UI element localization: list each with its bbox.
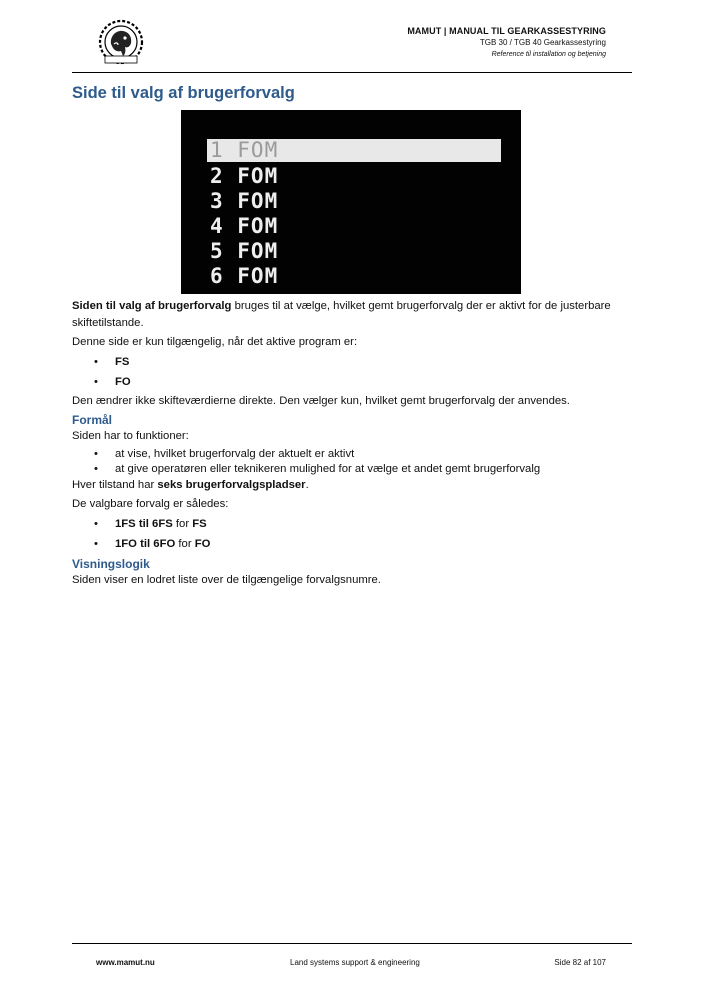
options-lead: De valgbare forvalg er således: — [72, 498, 229, 510]
footer-divider — [72, 943, 632, 944]
footer-center: Land systems support & engineering — [290, 958, 420, 967]
page-title: Side til valg af brugerforvalg — [72, 84, 295, 102]
availability-text: Denne side er kun tilgængelig, når det aktive program er: — [72, 336, 358, 348]
screen-row: 4 FOM — [210, 214, 279, 238]
screen-row: 3 FOM — [210, 189, 279, 213]
program-list — [72, 353, 632, 392]
list-item: • at vise, hvilket brugerforvalg der aktuelt er aktivt — [94, 448, 355, 460]
intro-text: bruges til at vælge, hvilket gemt brugerforvalg der er aktivt for de justerbare skiftetilstande. — [72, 300, 611, 329]
slots-text: Hver tilstand har seks brugerforvalgspladser. — [72, 479, 309, 491]
list-item: • FO — [94, 376, 131, 388]
list-item: • 1FS til 6FS for FS — [94, 518, 207, 530]
display-logic-heading: Visningslogik — [72, 557, 150, 571]
list-item: • at give operatøren eller teknikeren mulighed for at vælge et andet gemt brugerforvalg — [94, 463, 541, 475]
purpose-heading: Formål — [72, 413, 113, 427]
screen-row: 5 FOM — [210, 239, 279, 263]
note-text: Den ændrer ikke skifteværdierne direkte. Den vælger kun, hvilket gemt brugerforvalg der anvendes. — [72, 395, 570, 407]
website-link[interactable]: www.mamut.nu — [96, 958, 155, 967]
page-header — [72, 14, 632, 72]
manual-subtitle: TGB 30 / TGB 40 Gearkassestyring — [479, 38, 606, 47]
page-content — [72, 82, 632, 591]
list-item: • 1FO til 6FO for FO — [94, 538, 211, 550]
intro-bold: Siden til valg af brugerforvalg — [72, 300, 232, 312]
mamut-logo — [96, 18, 146, 68]
header-divider — [72, 72, 632, 73]
screen-row: 2 FOM — [210, 164, 279, 188]
list-item: • FS — [94, 356, 130, 368]
manual-title: MAMUT | MANUAL TIL GEARKASSESTYRING — [407, 26, 606, 36]
preset-selection-screen — [181, 110, 521, 294]
screen-row-selected: 1 FOM — [207, 139, 501, 162]
display-logic-text: Siden viser en lodret liste over de tilgængelige forvalgsnumre. — [72, 574, 381, 586]
options-list — [72, 515, 632, 554]
manual-note: Reference til installation og betjening — [491, 51, 606, 58]
screen-row: 6 FOM — [210, 264, 279, 288]
purpose-list — [72, 447, 632, 477]
purpose-lead: Siden har to funktioner: — [72, 430, 189, 442]
intro-paragraph — [72, 298, 632, 332]
page-number: Side 82 af 107 — [554, 958, 606, 967]
